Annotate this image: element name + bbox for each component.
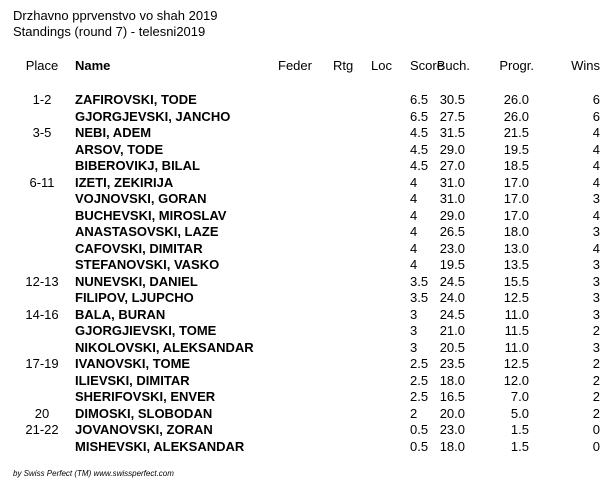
cell-wins: 3: [592, 306, 600, 322]
table-row: [0, 142, 612, 158]
cell-wins: 2: [592, 405, 600, 421]
cell-progr: 21.5: [503, 125, 529, 140]
table-row: [0, 175, 612, 191]
cell-score: 4.5: [410, 125, 429, 140]
cell-wins: 4: [592, 240, 600, 256]
cell-progr: 26.0: [503, 92, 529, 107]
cell-wins: 2: [592, 372, 600, 388]
cell-wins: 4: [592, 125, 600, 140]
table-row: [0, 290, 612, 306]
table-row: [0, 274, 612, 290]
cell-buch: 31.0: [439, 174, 465, 190]
cell-score: 6.5: [410, 92, 429, 107]
cell-name: NEBI, ADEM: [75, 125, 152, 140]
table-row: [0, 340, 612, 356]
cell-buch: 23.0: [439, 422, 465, 437]
cell-buch: 27.5: [439, 108, 465, 124]
cell-score: 0.5: [410, 422, 429, 437]
cell-buch: 29.0: [439, 207, 465, 223]
cell-name: ILIEVSKI, DIMITAR: [75, 372, 190, 388]
table-row: [0, 323, 612, 339]
cell-name: JOVANOVSKI, ZORAN: [75, 422, 213, 437]
cell-buch: 26.5: [439, 224, 465, 239]
cell-score: 4: [410, 174, 418, 190]
cell-buch: 16.5: [439, 389, 465, 404]
header-buch: Buch.: [436, 58, 470, 73]
cell-score: 3: [410, 339, 418, 355]
cell-score: 0.5: [410, 438, 429, 454]
table-row: [0, 389, 612, 405]
cell-buch: 27.0: [439, 158, 465, 173]
table-row: [0, 356, 612, 372]
cell-score: 2.5: [410, 389, 429, 404]
cell-progr: 15.5: [503, 273, 529, 289]
cell-score: 3: [410, 323, 418, 338]
table-row: [0, 422, 612, 438]
cell-name: VOJNOVSKI, GORAN: [75, 191, 207, 206]
cell-progr: 12.5: [503, 356, 529, 371]
table-row: [0, 208, 612, 224]
cell-place: 3-5: [32, 125, 52, 140]
cell-name: BUCHEVSKI, MIROSLAV: [75, 207, 227, 223]
cell-wins: 3: [592, 273, 600, 289]
cell-score: 6.5: [410, 108, 429, 124]
cell-buch: 24.0: [439, 290, 465, 305]
cell-wins: 4: [592, 158, 600, 173]
cell-name: BALA, BURAN: [75, 306, 166, 322]
cell-name: DIMOSKI, SLOBODAN: [75, 405, 213, 421]
cell-progr: 7.0: [510, 389, 529, 404]
header-progr: Progr.: [499, 58, 534, 73]
table-row: [0, 158, 612, 174]
cell-name: CAFOVSKI, DIMITAR: [75, 240, 203, 256]
cell-buch: 20.5: [439, 339, 465, 355]
standings-subtitle: Standings (round 7) - telesni2019: [13, 24, 206, 39]
tournament-title: Drzhavno pprvenstvo vo shah 2019: [13, 8, 218, 23]
cell-progr: 26.0: [503, 108, 529, 124]
cell-progr: 17.0: [503, 207, 529, 223]
cell-name: ZAFIROVSKI, TODE: [75, 92, 197, 107]
table-row: [0, 191, 612, 207]
cell-wins: 3: [592, 290, 600, 305]
header-wins: Wins: [571, 58, 600, 73]
cell-buch: 31.0: [439, 191, 465, 206]
cell-name: NIKOLOVSKI, ALEKSANDAR: [75, 339, 254, 355]
table-row: [0, 109, 612, 125]
cell-wins: 4: [592, 174, 600, 190]
cell-progr: 11.0: [504, 306, 529, 322]
cell-name: BIBEROVIKJ, BILAL: [75, 158, 200, 173]
table-row: [0, 257, 612, 273]
cell-wins: 0: [592, 438, 600, 454]
cell-buch: 24.5: [439, 273, 465, 289]
cell-progr: 12.0: [503, 372, 529, 388]
table-row: [0, 241, 612, 257]
cell-buch: 18.0: [439, 372, 465, 388]
cell-buch: 31.5: [439, 125, 465, 140]
cell-wins: 3: [592, 224, 600, 239]
cell-buch: 23.5: [439, 356, 465, 371]
cell-name: GJORGJEVSKI, JANCHO: [75, 108, 231, 124]
cell-wins: 6: [592, 92, 600, 107]
cell-progr: 18.0: [503, 224, 529, 239]
header-place: Place: [25, 58, 59, 73]
cell-buch: 20.0: [439, 405, 465, 421]
cell-name: STEFANOVSKI, VASKO: [75, 257, 220, 272]
cell-progr: 17.0: [503, 174, 529, 190]
header-score: Score: [410, 58, 444, 73]
cell-wins: 3: [592, 339, 600, 355]
cell-score: 2.5: [410, 372, 429, 388]
cell-name: MISHEVSKI, ALEKSANDAR: [75, 438, 245, 454]
cell-score: 2.5: [410, 356, 429, 371]
cell-wins: 3: [592, 191, 600, 206]
header-name: Name: [75, 58, 111, 73]
cell-buch: 23.0: [439, 240, 465, 256]
cell-progr: 19.5: [503, 141, 529, 157]
cell-place: 17-19: [25, 356, 59, 371]
header-rtg: Rtg: [333, 58, 354, 73]
cell-progr: 1.5: [510, 422, 529, 437]
cell-wins: 3: [592, 257, 600, 272]
table-row: [0, 439, 612, 455]
table-row: [0, 125, 612, 141]
cell-score: 3.5: [410, 290, 429, 305]
cell-progr: 11.0: [504, 339, 529, 355]
cell-buch: 29.0: [439, 141, 465, 157]
cell-place: 14-16: [25, 306, 59, 322]
cell-name: ARSOV, TODE: [75, 141, 164, 157]
cell-score: 4.5: [410, 158, 429, 173]
cell-progr: 12.5: [503, 290, 529, 305]
cell-score: 4: [410, 257, 418, 272]
cell-place: 1-2: [32, 92, 52, 107]
cell-score: 4: [410, 207, 418, 223]
cell-buch: 18.0: [439, 438, 465, 454]
cell-wins: 4: [592, 207, 600, 223]
footer-credit: by Swiss Perfect (TM) www.swissperfect.com: [13, 469, 174, 478]
cell-name: SHERIFOVSKI, ENVER: [75, 389, 216, 404]
table-row: [0, 406, 612, 422]
cell-score: 2: [410, 405, 418, 421]
table-row: [0, 373, 612, 389]
cell-progr: 5.0: [510, 405, 529, 421]
cell-score: 4.5: [410, 141, 429, 157]
cell-wins: 6: [592, 108, 600, 124]
cell-progr: 13.0: [503, 240, 529, 256]
cell-name: ANASTASOVSKI, LAZE: [75, 224, 219, 239]
cell-wins: 2: [592, 389, 600, 404]
table-header: [0, 58, 612, 74]
cell-place: 12-13: [25, 273, 59, 289]
cell-progr: 11.5: [504, 323, 529, 338]
cell-progr: 17.0: [503, 191, 529, 206]
cell-progr: 18.5: [503, 158, 529, 173]
cell-name: GJORGJIEVSKI, TOME: [75, 323, 217, 338]
cell-buch: 24.5: [439, 306, 465, 322]
table-row: [0, 92, 612, 108]
cell-progr: 1.5: [510, 438, 529, 454]
cell-progr: 13.5: [503, 257, 529, 272]
cell-score: 3: [410, 306, 418, 322]
cell-score: 4: [410, 240, 418, 256]
cell-name: FILIPOV, LJUPCHO: [75, 290, 194, 305]
cell-name: IVANOVSKI, TOME: [75, 356, 191, 371]
cell-place: 21-22: [25, 422, 59, 437]
cell-score: 4: [410, 191, 418, 206]
cell-buch: 30.5: [439, 92, 465, 107]
cell-wins: 0: [592, 422, 600, 437]
cell-name: NUNEVSKI, DANIEL: [75, 273, 198, 289]
cell-score: 4: [410, 224, 418, 239]
cell-wins: 2: [592, 323, 600, 338]
cell-buch: 21.0: [439, 323, 465, 338]
cell-place: 20: [34, 405, 50, 421]
cell-buch: 19.5: [439, 257, 465, 272]
cell-name: IZETI, ZEKIRIJA: [75, 174, 174, 190]
header-loc: Loc: [371, 58, 392, 73]
cell-score: 3.5: [410, 273, 429, 289]
table-row: [0, 224, 612, 240]
cell-wins: 2: [592, 356, 600, 371]
cell-place: 6-11: [29, 174, 55, 190]
cell-wins: 4: [592, 141, 600, 157]
table-row: [0, 307, 612, 323]
header-feder: Feder: [278, 58, 312, 73]
